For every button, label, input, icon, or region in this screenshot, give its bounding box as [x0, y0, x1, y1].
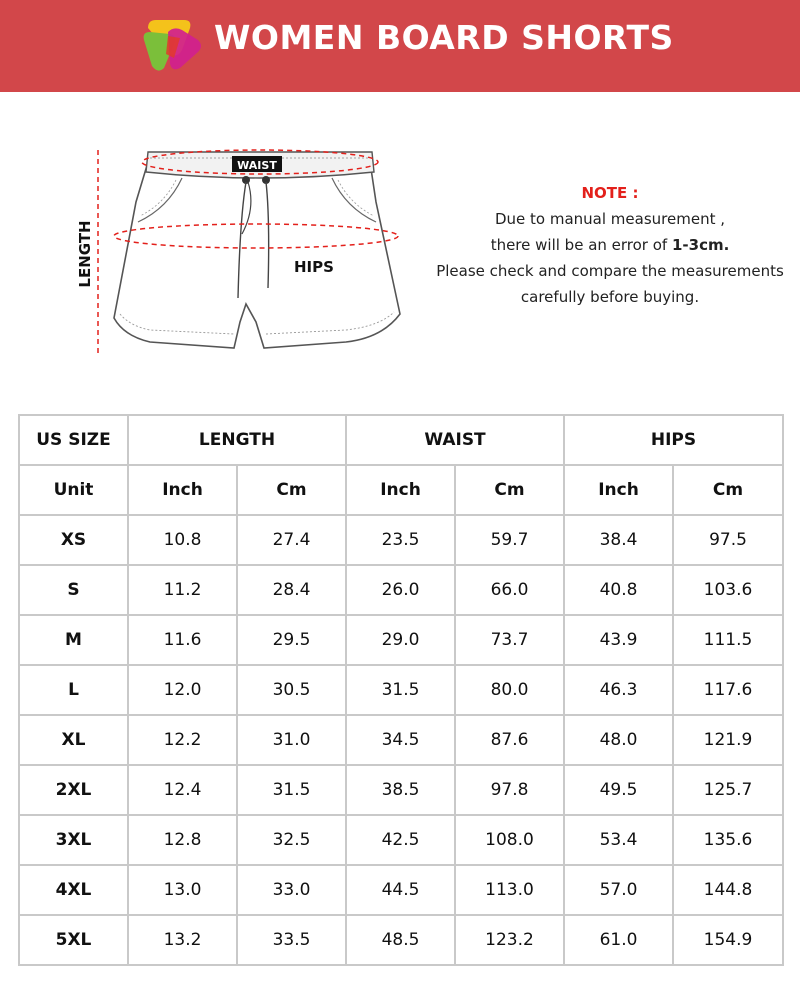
measurement-cell: 13.0 [128, 865, 237, 915]
shorts-outline [114, 162, 400, 348]
size-cell: 2XL [19, 765, 128, 815]
measurement-cell: 13.2 [128, 915, 237, 965]
measurement-cell: 59.7 [455, 515, 564, 565]
page-title: WOMEN BOARD SHORTS [214, 18, 674, 57]
note-line-2 [420, 232, 800, 258]
table-row [19, 715, 783, 765]
unit-header: Inch [128, 465, 237, 515]
group-header-length: LENGTH [128, 415, 346, 465]
measurement-cell: 33.5 [237, 915, 346, 965]
measurement-cell: 125.7 [673, 765, 783, 815]
measurement-cell: 29.0 [346, 615, 455, 665]
measurement-cell: 28.4 [237, 565, 346, 615]
group-header-us-size: US SIZE [19, 415, 128, 465]
measurement-cell: 12.2 [128, 715, 237, 765]
measurement-cell: 66.0 [455, 565, 564, 615]
length-label: LENGTH [76, 220, 94, 288]
table-row [19, 765, 783, 815]
measurement-cell: 87.6 [455, 715, 564, 765]
note-line-3: Please check and compare the measurements [436, 262, 784, 280]
table-row [19, 615, 783, 665]
measurement-cell: 154.9 [673, 915, 783, 965]
note-line-4: carefully before buying. [520, 288, 700, 306]
measurement-cell: 38.4 [564, 515, 673, 565]
measurement-cell: 111.5 [673, 615, 783, 665]
table-group-header-row [19, 415, 783, 465]
table-row [19, 815, 783, 865]
measurement-cell: 11.6 [128, 615, 237, 665]
measurement-cell: 38.5 [346, 765, 455, 815]
measurement-cell: 42.5 [346, 815, 455, 865]
measurement-cell: 117.6 [673, 665, 783, 715]
measurement-cell: 10.8 [128, 515, 237, 565]
measurement-cell: 48.0 [564, 715, 673, 765]
size-cell: 5XL [19, 915, 128, 965]
unit-header: Inch [564, 465, 673, 515]
measurement-cell: 135.6 [673, 815, 783, 865]
measurement-cell: 97.5 [673, 515, 783, 565]
measurement-cell: 53.4 [564, 815, 673, 865]
size-cell: XS [19, 515, 128, 565]
measurement-note [420, 180, 800, 310]
table-row [19, 515, 783, 565]
measurement-cell: 103.6 [673, 565, 783, 615]
unit-header: Cm [237, 465, 346, 515]
measurement-cell: 33.0 [237, 865, 346, 915]
unit-header: Cm [455, 465, 564, 515]
note-line-2-text: there will be an error of [490, 236, 672, 254]
note-error-range: 1-3cm. [671, 236, 730, 254]
measurement-cell: 40.8 [564, 565, 673, 615]
measurement-cell: 48.5 [346, 915, 455, 965]
measurement-cell: 61.0 [564, 915, 673, 965]
size-cell: L [19, 665, 128, 715]
table-row [19, 565, 783, 615]
waist-label: WAIST [237, 159, 277, 172]
shorts-diagram [70, 138, 410, 370]
measurement-cell: 49.5 [564, 765, 673, 815]
measurement-cell: 12.8 [128, 815, 237, 865]
size-chart-table [18, 414, 784, 966]
measurement-cell: 26.0 [346, 565, 455, 615]
measurement-cell: 80.0 [455, 665, 564, 715]
measurement-cell: 46.3 [564, 665, 673, 715]
size-cell: XL [19, 715, 128, 765]
table-row [19, 915, 783, 965]
size-cell: S [19, 565, 128, 615]
measurement-cell: 23.5 [346, 515, 455, 565]
measurement-cell: 73.7 [455, 615, 564, 665]
note-title: NOTE : [581, 184, 639, 202]
tricolor-logo-icon [140, 14, 206, 74]
header-banner [0, 0, 800, 92]
measurement-cell: 29.5 [237, 615, 346, 665]
measurement-cell: 30.5 [237, 665, 346, 715]
measurement-cell: 97.8 [455, 765, 564, 815]
measurement-cell: 108.0 [455, 815, 564, 865]
measurement-cell: 31.5 [237, 765, 346, 815]
measurement-cell: 123.2 [455, 915, 564, 965]
size-cell: 3XL [19, 815, 128, 865]
measurement-cell: 11.2 [128, 565, 237, 615]
unit-label: Unit [19, 465, 128, 515]
measurement-cell: 57.0 [564, 865, 673, 915]
size-rows [19, 515, 783, 965]
measurement-cell: 121.9 [673, 715, 783, 765]
measurement-cell: 32.5 [237, 815, 346, 865]
table-row [19, 865, 783, 915]
size-cell: M [19, 615, 128, 665]
measurement-cell: 44.5 [346, 865, 455, 915]
unit-header: Inch [346, 465, 455, 515]
note-line-1: Due to manual measurement , [494, 210, 725, 228]
group-header-hips: HIPS [564, 415, 783, 465]
measurement-cell: 27.4 [237, 515, 346, 565]
measurement-cell: 144.8 [673, 865, 783, 915]
measurement-cell: 12.4 [128, 765, 237, 815]
group-header-waist: WAIST [346, 415, 564, 465]
table-row [19, 665, 783, 715]
size-cell: 4XL [19, 865, 128, 915]
measurement-cell: 31.0 [237, 715, 346, 765]
measurement-cell: 113.0 [455, 865, 564, 915]
measurement-cell: 34.5 [346, 715, 455, 765]
hips-label: HIPS [294, 258, 334, 276]
measurement-cell: 31.5 [346, 665, 455, 715]
measurement-cell: 43.9 [564, 615, 673, 665]
table-unit-row [19, 465, 783, 515]
unit-header: Cm [673, 465, 783, 515]
measurement-cell: 12.0 [128, 665, 237, 715]
